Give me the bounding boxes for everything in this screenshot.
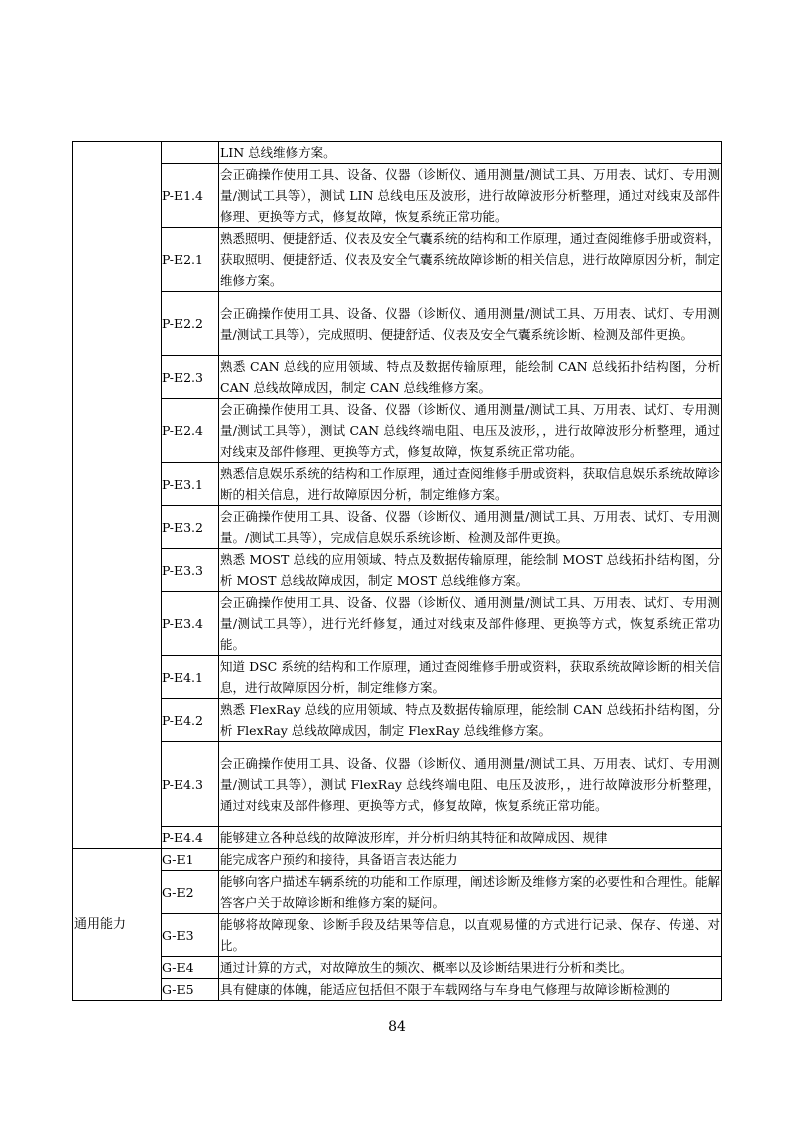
row-code: G-E1 [162, 849, 219, 871]
table-row [73, 957, 722, 979]
table-row [73, 592, 722, 656]
table-row [73, 292, 722, 356]
competency-table-container [72, 141, 721, 1001]
table-row [73, 979, 722, 1001]
table-row [73, 827, 722, 849]
table-row [73, 228, 722, 292]
table-row [73, 871, 722, 914]
table-row [73, 142, 722, 164]
row-description: 会正确操作使用工具、设备、仪器（诊断仪、通用测量/测试工具、万用表、试灯、专用测量/测试工具等），测试 FlexRay 总线终端电阻、电压及波形，，进行故障波形分析整理，通过对线束及部件修理、更换等方式，修复故障，恢复系统正常功能。 [219, 742, 722, 827]
row-code: P-E2.2 [162, 292, 219, 356]
row-description: 会正确操作使用工具、设备、仪器（诊断仪、通用测量/测试工具、万用表、试灯、专用测量/测试工具等），完成照明、便捷舒适、仪表及安全气囊系统诊断、检测及部件更换。 [219, 292, 722, 356]
row-description: 熟悉信息娱乐系统的结构和工作原理，通过查阅维修手册或资料，获取信息娱乐系统故障诊断的相关信息，进行故障原因分析，制定维修方案。 [219, 463, 722, 506]
row-code: G-E5 [162, 979, 219, 1001]
row-description: 知道 DSC 系统的结构和工作原理，通过查阅维修手册或资料，获取系统故障诊断的相关信息，进行故障原因分析，制定维修方案。 [219, 656, 722, 699]
row-description: 会正确操作使用工具、设备、仪器（诊断仪、通用测量/测试工具、万用表、试灯、专用测量/测试工具等），进行光纤修复，通过对线束及部件修理、更换等方式，恢复系统正常功能。 [219, 592, 722, 656]
row-description: LIN 总线维修方案。 [219, 142, 722, 164]
row-description: 能够建立各种总线的故障波形库，并分析归纳其特征和故障成因、规律 [219, 827, 722, 849]
row-description: 会正确操作使用工具、设备、仪器（诊断仪、通用测量/测试工具、万用表、试灯、专用测量/测试工具等），测试 CAN 总线终端电阻、电压及波形，，进行故障波形分析整理，通过对线束及部件修理、更换等方式，修复故障，恢复系统正常功能。 [219, 399, 722, 463]
table-row [73, 399, 722, 463]
row-code: P-E4.4 [162, 827, 219, 849]
row-description: 会正确操作使用工具、设备、仪器（诊断仪、通用测量/测试工具、万用表、试灯、专用测量。/测试工具等），完成信息娱乐系统诊断、检测及部件更换。 [219, 506, 722, 549]
row-description: 熟悉照明、便捷舒适、仪表及安全气囊系统的结构和工作原理，通过查阅维修手册或资料，获取照明、便捷舒适、仪表及安全气囊系统故障诊断的相关信息，进行故障原因分析，制定维修方案。 [219, 228, 722, 292]
row-code: P-E3.2 [162, 506, 219, 549]
row-code: P-E2.4 [162, 399, 219, 463]
competency-table [72, 141, 722, 1001]
row-code: G-E2 [162, 871, 219, 914]
table-row [73, 742, 722, 827]
row-code [162, 142, 219, 164]
row-code: P-E3.3 [162, 549, 219, 592]
category-cell: 通用能力 [73, 849, 162, 1001]
row-code: P-E4.1 [162, 656, 219, 699]
table-row [73, 549, 722, 592]
row-description: 熟悉 CAN 总线的应用领域、特点及数据传输原理，能绘制 CAN 总线拓扑结构图，分析 CAN 总线故障成因，制定 CAN 总线维修方案。 [219, 356, 722, 399]
row-description: 具有健康的体魄，能适应包括但不限于车载网络与车身电气修理与故障诊断检测的 [219, 979, 722, 1001]
category-cell-empty [73, 142, 162, 849]
row-description: 能完成客户预约和接待，具备语言表达能力 [219, 849, 722, 871]
row-code: P-E1.4 [162, 164, 219, 228]
table-row [73, 463, 722, 506]
row-description: 通过计算的方式，对故障放生的频次、概率以及诊断结果进行分析和类比。 [219, 957, 722, 979]
row-code: P-E4.2 [162, 699, 219, 742]
row-code: P-E3.4 [162, 592, 219, 656]
row-code: P-E3.1 [162, 463, 219, 506]
row-code: P-E2.1 [162, 228, 219, 292]
table-row [73, 849, 722, 871]
row-description: 会正确操作使用工具、设备、仪器（诊断仪、通用测量/测试工具、万用表、试灯、专用测量/测试工具等），测试 LIN 总线电压及波形，进行故障波形分析整理，通过对线束及部件修理、更换等方式，修复故障，恢复系统正常功能。 [219, 164, 722, 228]
row-description: 能够向客户描述车辆系统的功能和工作原理，阐述诊断及维修方案的必要性和合理性。能解答客户关于故障诊断和维修方案的疑问。 [219, 871, 722, 914]
row-code: P-E2.3 [162, 356, 219, 399]
table-row [73, 356, 722, 399]
table-row [73, 506, 722, 549]
table-row [73, 699, 722, 742]
table-row [73, 164, 722, 228]
table-row [73, 656, 722, 699]
row-description: 熟悉 MOST 总线的应用领域、特点及数据传输原理，能绘制 MOST 总线拓扑结构图，分析 MOST 总线故障成因，制定 MOST 总线维修方案。 [219, 549, 722, 592]
table-row [73, 914, 722, 957]
row-code: G-E3 [162, 914, 219, 957]
row-description: 熟悉 FlexRay 总线的应用领域、特点及数据传输原理，能绘制 CAN 总线拓扑结构图，分析 FlexRay 总线故障成因，制定 FlexRay 总线维修方案。 [219, 699, 722, 742]
row-code: G-E4 [162, 957, 219, 979]
page-number: 84 [388, 1019, 406, 1035]
row-code: P-E4.3 [162, 742, 219, 827]
row-description: 能够将故障现象、诊断手段及结果等信息，以直观易懂的方式进行记录、保存、传递、对比。 [219, 914, 722, 957]
